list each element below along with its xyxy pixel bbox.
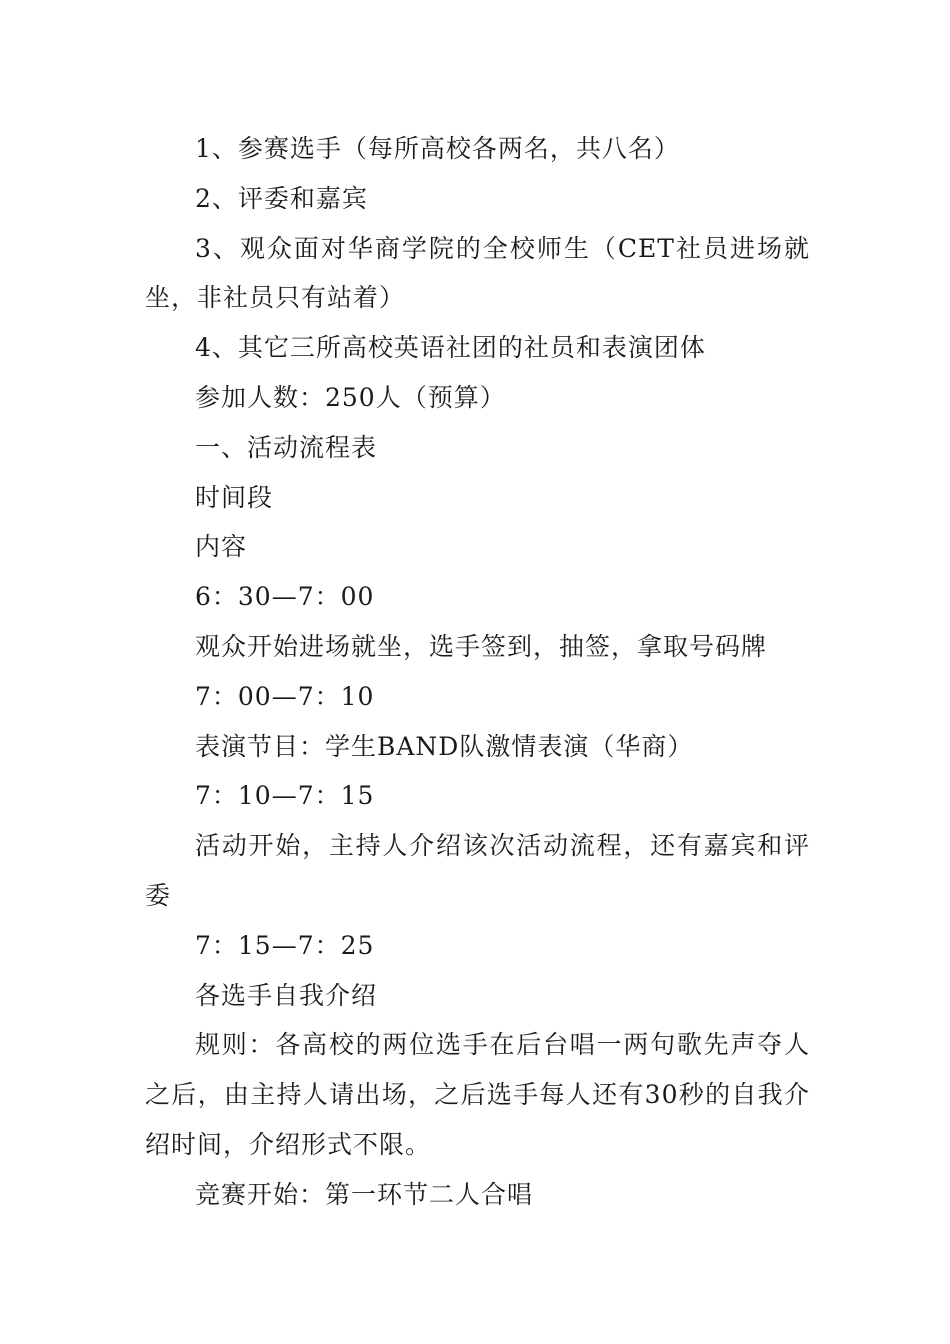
schedule-time-1: 6：30—7：00 [195,582,375,612]
schedule-header-content: 内容 [195,532,248,562]
schedule-content-2: 表演节目：学生BAND队激情表演（华商） [195,731,694,761]
competition-start: 竞赛开始：第一环节二人合唱 [195,1179,534,1209]
schedule-content-1: 观众开始进场就坐，选手签到，抽签，拿取号码牌 [195,631,768,661]
schedule-content-4: 各选手自我介绍 [195,980,378,1010]
schedule-time-2: 7：00—7：10 [195,681,375,711]
schedule-time-3: 7：10—7：15 [195,781,375,811]
participants-item-1: 1、参赛选手（每所高校各两名，共八名） [195,134,680,163]
participants-item-4: 4、其它三所高校英语社团的社员和表演团体 [195,333,706,363]
schedule-time-4: 7：15—7：25 [195,930,375,960]
schedule-content-3: 活动开始，主持人介绍该次活动流程，还有嘉宾和评委 [145,831,810,910]
section-heading: 一、活动流程表 [195,432,378,462]
attendance-count: 参加人数：250人（预算） [195,382,506,412]
participants-item-2: 2、评委和嘉宾 [195,183,368,213]
participants-item-3: 3、观众面对华商学院的全校师生（CET社员进场就坐，非社员只有站着） [145,233,810,313]
rules-paragraph: 规则：各高校的两位选手在后台唱一两句歌先声夺人之后，由主持人请出场，之后选手每人还有30秒的自我介绍时间，介绍形式不限。 [145,1030,810,1159]
document-body [145,124,810,1220]
schedule-header-time: 时间段 [195,482,274,512]
